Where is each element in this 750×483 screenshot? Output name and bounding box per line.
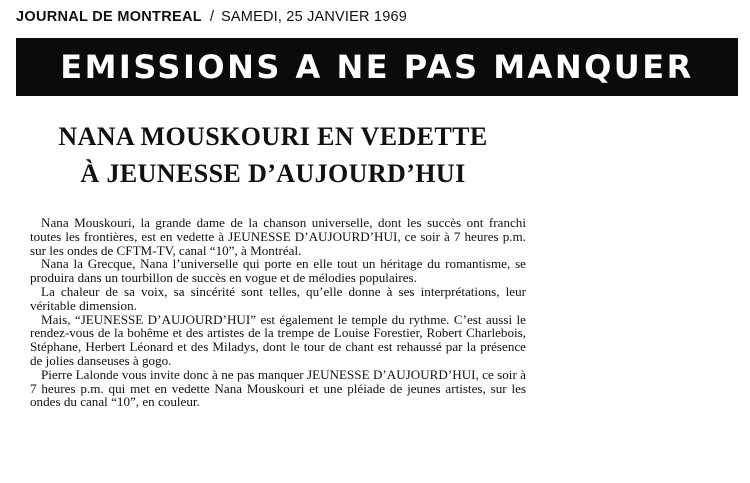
section-banner <box>16 38 738 96</box>
article-headline <box>18 118 528 192</box>
article-paragraph: La chaleur de sa voix, sa sincérité sont telles, qu’elle donne à ses interprétations, leur véritable dimension. <box>30 283 526 313</box>
masthead-separator: / <box>209 8 215 25</box>
newspaper-name: JOURNAL DE MONTREAL <box>16 9 202 25</box>
article-body <box>30 216 526 409</box>
headline-line-2: À JEUNESSE D’AUJOURD’HUI <box>80 159 466 188</box>
article-paragraph: Pierre Lalonde vous invite donc à ne pas manquer JEUNESSE D’AUJOURD’HUI, ce soir à 7 heures p.m. qui met en vedette Nana Mouskouri et une pléiade de jeunes artistes, sur les ondes du canal “10”, en couleur. <box>30 366 526 410</box>
publication-date: SAMEDI, 25 JANVIER 1969 <box>221 9 407 25</box>
section-banner-title: EMISSIONS A NE PAS MANQUER <box>60 48 694 86</box>
article-paragraph: Mais, “JEUNESSE D’AUJOURD’HUI” est également le temple du rythme. C’est aussi le rendez-vous de la bohême et des artistes de la trempe de Louise Forestier, Robert Charlebois, Stéphane, Herbert Léonard et des Miladys, dont le tour de chant est rehaussé par la présence de jolies danseuses à gogo. <box>30 311 526 368</box>
headline-line-1: NANA MOUSKOURI EN VEDETTE <box>58 122 488 151</box>
masthead <box>16 8 736 28</box>
article-paragraph: Nana Mouskouri, la grande dame de la chanson universelle, dont les succès ont franchi toutes les frontières, est en vedette à JEUNESSE D’AUJOURD’HUI, ce soir à 7 heures p.m. sur les ondes de CFTM-TV, canal “10”, à Montréal. <box>30 215 526 258</box>
article-paragraph: Nana la Grecque, Nana l’universelle qui porte en elle tout un héritage du romantisme, se produira dans un tourbillon de succès en vogue et de mélodies populaires. <box>30 256 526 286</box>
